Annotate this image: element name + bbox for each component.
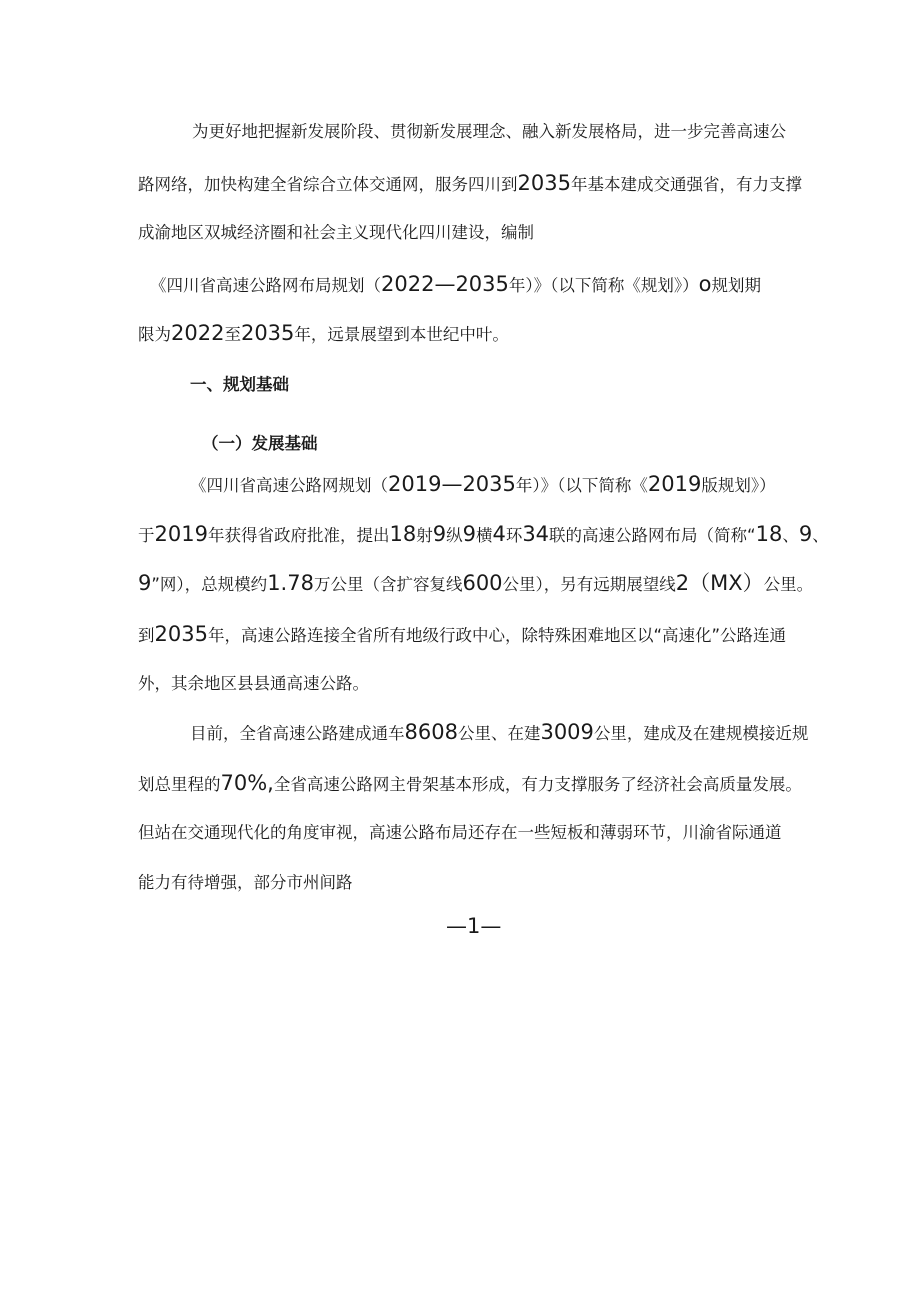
paragraph-1-line-1: 为更好地把握新发展阶段、贯彻新发展理念、融入新发展格局，进一步完善高速公 [192,122,786,141]
paragraph-3-line-1: 目前，全省高速公路建成通车8608公里、在建3009公里，建成及在建规模接近规 [190,720,809,744]
page-number: —1— [446,914,502,938]
paragraph-3-line-2: 划总里程的70%,全省高速公路网主骨架基本形成，有力支撑服务了经济社会高质量发展。 [138,771,802,795]
paragraph-3-line-4: 能力有待增强，部分市州间路 [138,873,353,892]
section-heading-1: 一、规划基础 [190,375,289,394]
subsection-heading-1: （一）发展基础 [202,434,318,453]
paragraph-2-line-4: 到2035年，高速公路连接全省所有地级行政中心，除特殊困难地区以“高速化”公路连通 [138,622,787,646]
paragraph-2-line-1: 《四川省高速公路网规划（2019—2035年）》（以下简称《2019版规划》） [190,472,776,496]
paragraph-1-line-5: 限为2022至2035年，远景展望到本世纪中叶。 [138,321,509,345]
paragraph-2-line-2: 于2019年获得省政府批准，提出18射9纵9横4环34联的高速公路网布局（简称“18、9、 [138,522,829,546]
paragraph-1-line-4: 《四川省高速公路网布局规划（2022—2035年）》（以下简称《规划》）o规划期 [150,272,761,296]
paragraph-1-line-2: 路网络，加快构建全省综合立体交通网，服务四川到2035年基本建成交通强省，有力支撑 [138,171,802,195]
paragraph-1-line-3: 成渝地区双城经济圈和社会主义现代化四川建设，编制 [138,223,534,242]
paragraph-2-line-3: 9”网），总规模约1.78万公里（含扩容复线600公里），另有远期展望线2（MX）公里。 [138,571,814,595]
paragraph-3-line-3: 但站在交通现代化的角度审视，高速公路布局还存在一些短板和薄弱环节，川渝省际通道 [138,823,782,842]
paragraph-2-line-5: 外，其余地区县县通高速公路。 [138,674,369,693]
